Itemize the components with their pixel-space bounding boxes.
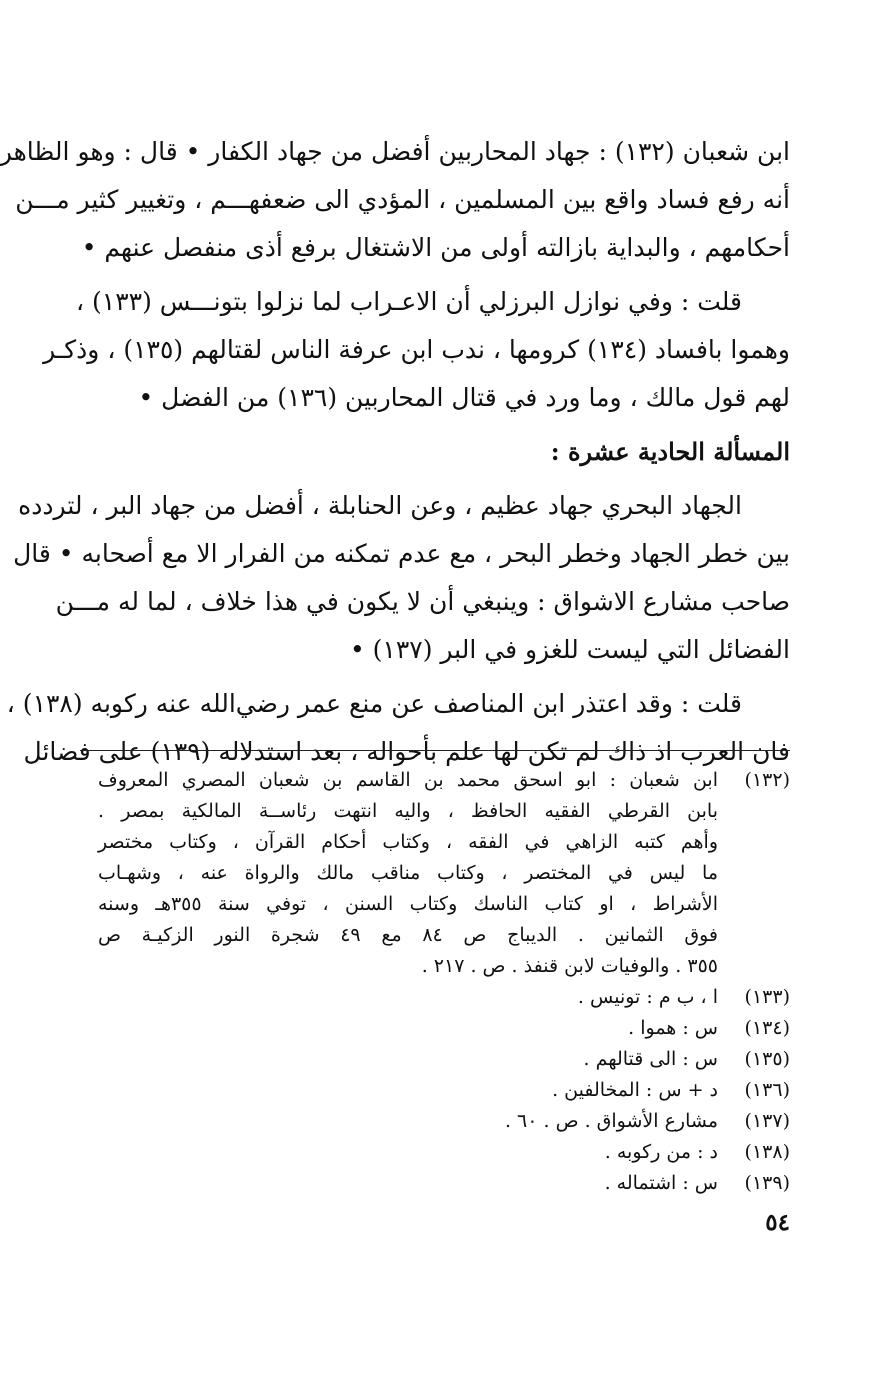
text-line: الجهاد البحري جهاد عظيم ، وعن الحنابلة ، أفضل من جهاد البر ، لتردده [18,491,742,520]
footnote-line: الأشراط ، او كتاب الناسك وكتاب السنن ، توفي سنة ٣٥٥هـ وسنه [98,893,718,915]
footnote-text [98,1106,728,1137]
footnote-line: س : الى قتالهم . [583,1048,718,1070]
text-line: أنه رفع فساد واقع بين المسلمين ، المؤدي الى ضعفهـــم ، وتغيير كثير مـــن [15,185,790,214]
footnote-number: (١٣٥) [744,1048,790,1070]
text-line: قلت : وفي نوازل البرزلي أن الاعـراب لما نزلوا بتونـــس (١٣٣) ، [75,287,742,316]
footnote-number: (١٣٤) [744,1017,790,1039]
paragraph-burzuli [43,278,790,422]
footnote-line: مشارع الأشواق . ص . ٦٠ . [504,1110,718,1132]
footnote-line: ابن شعبان : ابو اسحق محمد بن القاسم بن شعبان المصري المعروف [98,769,718,791]
footnote-number: (١٣٨) [744,1141,790,1163]
footnote-item [80,1106,790,1137]
text-line: بين خطر الجهاد وخطر البحر ، مع عدم تمكنه من الفرار الا مع أصحابه • قال [13,539,790,568]
footnote-item [80,1075,790,1106]
footnote-item [80,1044,790,1075]
footnote-item [80,1137,790,1168]
footnote-line: د + س : المخالفين . [552,1079,718,1101]
footnote-text [98,1075,728,1106]
footnote-number: (١٣٢) [744,769,790,791]
footnote-item [80,765,790,982]
paragraph-naval-jihad [13,482,790,674]
page-number: ٥٤ [765,1209,790,1236]
footnote-item [80,1013,790,1044]
paragraph-ibn-munasif [6,680,790,776]
text-line: قلت : وقد اعتذر ابن المناصف عن منع عمر رضي‌الله عنه ركوبه (١٣٨) ، [6,689,742,718]
main-text [0,128,790,776]
text-line: الفضائل التي ليست للغزو في البر (١٣٧) • [349,635,790,664]
text-line: فان العرب اذ ذاك لم تكن لها علم بأحواله ، بعد استدلاله (١٣٩) على فضائل [23,737,790,766]
footnote-line: د : من ركوبه . [604,1141,718,1163]
footnote-number: (١٣٦) [744,1079,790,1101]
footnote-line: س : هموا . [628,1017,718,1039]
text-line: أحكامهم ، والبداية بازالته أولى من الاشتغال برفع أذى منفصل عنهم • [81,233,790,262]
footnote-text [98,765,728,982]
text-line: صاحب مشارع الاشواق : وينبغي أن لا يكون في هذا خلاف ، لما له مـــن [55,587,790,616]
footnotes [80,765,790,1199]
footnote-line: وأهم كتبه الزاهي في الفقه ، وكتاب أحكام القرآن ، وكتاب مختصر [98,831,718,853]
footnote-line: بابن القرطي الفقيه الحافظ ، واليه انتهت رئاســة المالكية بمصر . [98,800,718,822]
footnote-item [80,982,790,1013]
footnote-separator [80,750,790,751]
paragraph-shaban [0,128,790,272]
footnote-text [98,982,728,1013]
footnote-line: س : اشتماله . [604,1172,718,1194]
footnote-text [98,1013,728,1044]
footnote-text [98,1168,728,1199]
text-line: ابن شعبان (١٣٢) : جهاد المحاربين أفضل من جهاد الكفار • قال : وهو الظاهر [0,137,790,166]
text-line: وهموا بافساد (١٣٤) كرومها ، ندب ابن عرفة الناس لقتالهم (١٣٥) ، وذكـر [43,335,790,364]
section-heading: المسألة الحادية عشرة : [550,437,790,466]
footnote-text [98,1137,728,1168]
footnote-text [98,1044,728,1075]
footnote-number: (١٣٣) [744,986,790,1008]
footnote-line: فوق الثمانين . الديباج ص ٨٤ مع ٤٩ شجرة النور الزكيـة ص [98,924,718,946]
footnote-item [80,1168,790,1199]
footnote-line: ما ليس في المختصر ، وكتاب مناقب مالك والرواة عنه ، وشهـاب [98,862,718,884]
footnote-line: ٣٥٥ . والوفيات لابن قنفذ . ص . ٢١٧ . [421,955,718,977]
footnote-line: ا ، ب م : تونيس . [577,986,718,1008]
footnote-number: (١٣٩) [744,1172,790,1194]
text-line: لهم قول مالك ، وما ورد في قتال المحاربين (١٣٦) من الفضل • [138,383,790,412]
footnote-number: (١٣٧) [744,1110,790,1132]
